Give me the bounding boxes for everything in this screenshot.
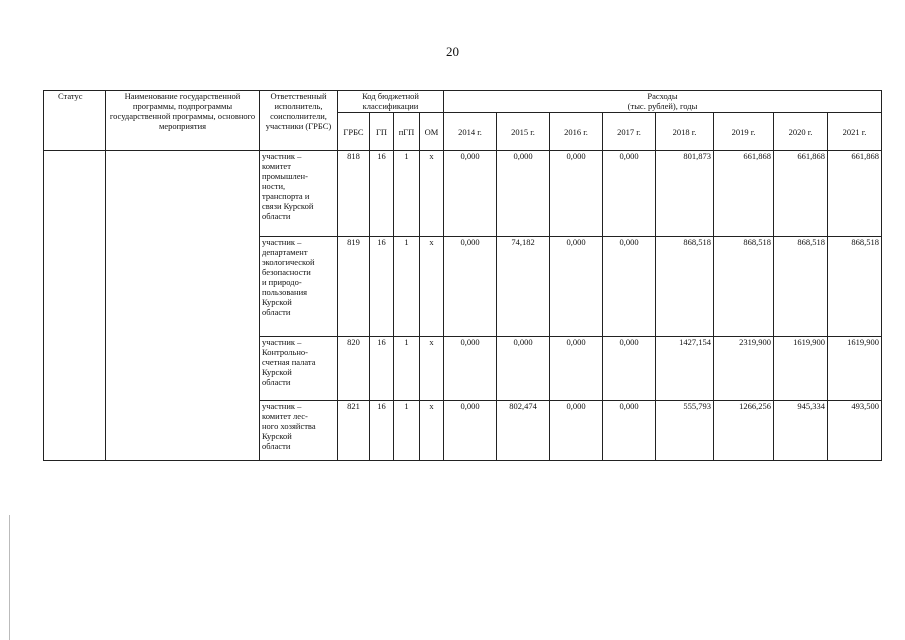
executor-cell [260,151,338,237]
value-2015: 802,474 [497,401,550,461]
executor-line: области [262,377,291,387]
executor-line: и природо- [262,277,302,287]
value-2019: 1266,256 [714,401,774,461]
value-2017: 0,000 [603,237,656,337]
value-2017: 0,000 [603,337,656,401]
grbs-cell: 820 [338,337,370,401]
budget-table-wrapper [43,90,882,461]
value-2017: 0,000 [603,151,656,237]
value-2018: 1427,154 [656,337,714,401]
header-expenses-title: Расходы [647,91,678,101]
table-row [44,151,882,237]
value-2019: 2319,900 [714,337,774,401]
value-2014: 0,000 [444,151,497,237]
grbs-cell: 818 [338,151,370,237]
executor-line: ного хозяйства [262,421,316,431]
executor-line: пользования [262,287,308,297]
value-2021: 493,500 [828,401,882,461]
value-2020: 1619,900 [774,337,828,401]
page-number: 20 [446,44,459,59]
executor-line: участник – [262,237,302,247]
executor-cell [260,401,338,461]
value-2018: 555,793 [656,401,714,461]
value-2014: 0,000 [444,237,497,337]
value-2020: 661,868 [774,151,828,237]
header-om: ОМ [420,113,444,151]
header-name: Наименование государственной программы, подпрограммы государственной программы, основного мероприятия [106,91,260,151]
executor-line: Курской [262,367,292,377]
executor-line: Курской [262,297,292,307]
executor-line: области [262,211,291,221]
value-2021: 1619,900 [828,337,882,401]
header-year-2017: 2017 г. [603,113,656,151]
scan-margin-line [9,515,10,640]
executor-line: области [262,441,291,451]
executor-line: комитет лес- [262,411,308,421]
header-expenses-unit: (тыс. рублей), годы [627,101,698,111]
value-2015: 0,000 [497,337,550,401]
om-cell: х [420,237,444,337]
executor-line: участник – [262,401,302,411]
value-2016: 0,000 [550,151,603,237]
value-2021: 868,518 [828,237,882,337]
executor-line: департамент [262,247,308,257]
value-2016: 0,000 [550,337,603,401]
value-2015: 74,182 [497,237,550,337]
header-row-top [44,91,882,113]
grbs-cell: 821 [338,401,370,461]
header-pgp: пГП [394,113,420,151]
header-grbs: ГРБС [338,113,370,151]
value-2016: 0,000 [550,237,603,337]
grbs-cell: 819 [338,237,370,337]
pgp-cell: 1 [394,237,420,337]
header-status: Статус [44,91,106,151]
executor-line: экологической [262,257,315,267]
value-2014: 0,000 [444,401,497,461]
om-cell: х [420,151,444,237]
header-executor: Ответственный исполнитель, соисполнители, участники (ГРБС) [260,91,338,151]
gp-cell: 16 [370,237,394,337]
header-year-2020: 2020 г. [774,113,828,151]
executor-cell [260,337,338,401]
executor-line: Курской [262,431,292,441]
executor-line: промышлен- [262,171,308,181]
gp-cell: 16 [370,401,394,461]
gp-cell: 16 [370,151,394,237]
om-cell: х [420,337,444,401]
header-year-2015: 2015 г. [497,113,550,151]
executor-line: безопасности [262,267,311,277]
executor-line: связи Курской [262,201,314,211]
executor-line: счетная палата [262,357,316,367]
value-2017: 0,000 [603,401,656,461]
header-year-2014: 2014 г. [444,113,497,151]
executor-cell [260,237,338,337]
value-2014: 0,000 [444,337,497,401]
pgp-cell: 1 [394,401,420,461]
value-2020: 868,518 [774,237,828,337]
header-gp: ГП [370,113,394,151]
status-cell [44,151,106,461]
header-year-2016: 2016 г. [550,113,603,151]
executor-line: комитет [262,161,291,171]
executor-line: транспорта и [262,191,310,201]
header-year-2019: 2019 г. [714,113,774,151]
value-2019: 661,868 [714,151,774,237]
value-2020: 945,334 [774,401,828,461]
value-2018: 868,518 [656,237,714,337]
value-2018: 801,873 [656,151,714,237]
value-2015: 0,000 [497,151,550,237]
value-2019: 868,518 [714,237,774,337]
pgp-cell: 1 [394,337,420,401]
budget-table [43,90,882,461]
executor-line: участник – [262,151,302,161]
om-cell: х [420,401,444,461]
executor-line: участник – [262,337,302,347]
header-year-2021: 2021 г. [828,113,882,151]
header-year-2018: 2018 г. [656,113,714,151]
value-2021: 661,868 [828,151,882,237]
executor-line: ности, [262,181,286,191]
name-cell [106,151,260,461]
gp-cell: 16 [370,337,394,401]
executor-line: области [262,307,291,317]
executor-line: Контрольно- [262,347,308,357]
header-budget-code: Код бюджетной классификации [338,91,444,113]
table-body [44,151,882,461]
value-2016: 0,000 [550,401,603,461]
header-expenses [444,91,882,113]
pgp-cell: 1 [394,151,420,237]
